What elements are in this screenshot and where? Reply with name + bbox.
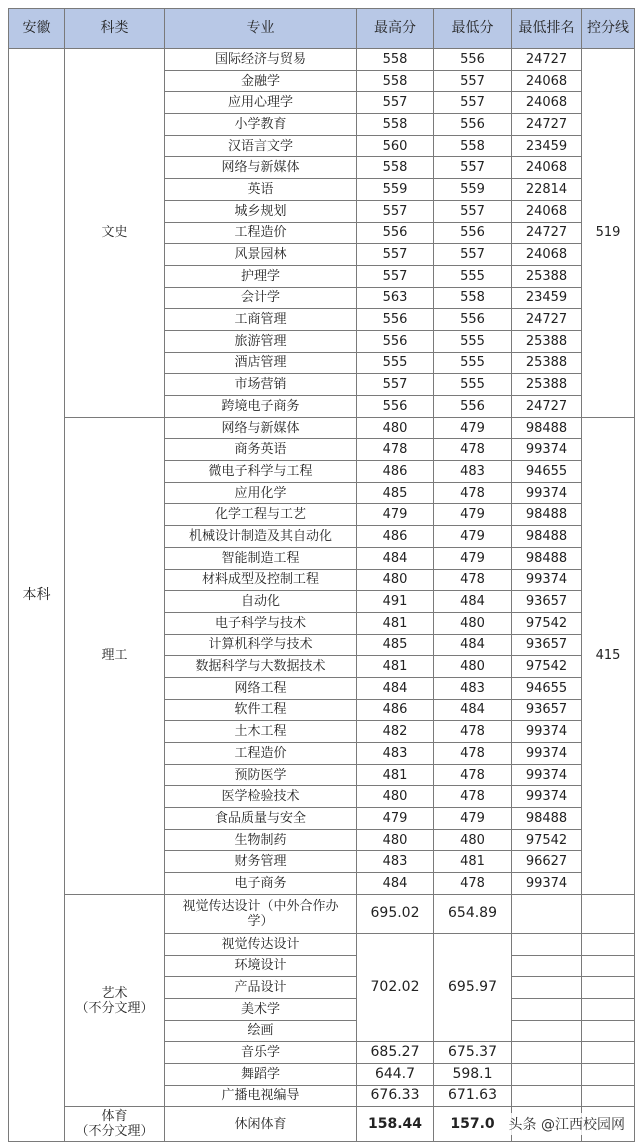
max-score-cell: 481 bbox=[357, 612, 434, 634]
header-province: 安徽 bbox=[9, 9, 65, 49]
max-score-cell: 556 bbox=[357, 330, 434, 352]
min-rank-cell bbox=[512, 977, 582, 999]
major-cell: 视觉传达设计（中外合作办学） bbox=[165, 894, 357, 933]
max-score-cell: 479 bbox=[357, 808, 434, 830]
major-cell: 医学检验技术 bbox=[165, 786, 357, 808]
min-score-cell: 478 bbox=[434, 721, 512, 743]
header-category: 科类 bbox=[65, 9, 165, 49]
header-control-line: 控分线 bbox=[582, 9, 635, 49]
major-cell: 财务管理 bbox=[165, 851, 357, 873]
min-rank-cell: 23459 bbox=[512, 135, 582, 157]
major-cell: 金融学 bbox=[165, 70, 357, 92]
min-score-cell: 557 bbox=[434, 200, 512, 222]
major-cell: 产品设计 bbox=[165, 977, 357, 999]
min-rank-cell: 24068 bbox=[512, 70, 582, 92]
max-score-cell: 484 bbox=[357, 677, 434, 699]
min-rank-cell: 99374 bbox=[512, 569, 582, 591]
min-score-cell: 478 bbox=[434, 764, 512, 786]
major-cell: 数据科学与大数据技术 bbox=[165, 656, 357, 678]
min-rank-cell bbox=[512, 998, 582, 1020]
max-score-cell: 491 bbox=[357, 591, 434, 613]
major-cell: 工程造价 bbox=[165, 222, 357, 244]
major-cell: 美术学 bbox=[165, 998, 357, 1020]
max-score-cell: 557 bbox=[357, 374, 434, 396]
major-cell: 国际经济与贸易 bbox=[165, 49, 357, 71]
header-max-score: 最高分 bbox=[357, 9, 434, 49]
table-row bbox=[9, 417, 635, 439]
min-score-cell: 557 bbox=[434, 92, 512, 114]
min-score-cell: 478 bbox=[434, 569, 512, 591]
max-score-cell: 557 bbox=[357, 265, 434, 287]
min-rank-cell: 24727 bbox=[512, 49, 582, 71]
max-score-cell: 676.33 bbox=[357, 1085, 434, 1107]
min-rank-cell: 98488 bbox=[512, 504, 582, 526]
major-cell: 英语 bbox=[165, 179, 357, 201]
max-score-cell: 480 bbox=[357, 569, 434, 591]
min-score-cell: 479 bbox=[434, 417, 512, 439]
control-line-cell bbox=[582, 955, 635, 977]
min-rank-cell: 24068 bbox=[512, 244, 582, 266]
major-cell: 材料成型及控制工程 bbox=[165, 569, 357, 591]
min-score-cell: 157.0 bbox=[434, 1107, 512, 1142]
min-rank-cell: 93657 bbox=[512, 699, 582, 721]
max-score-cell: 478 bbox=[357, 439, 434, 461]
max-score-cell: 558 bbox=[357, 49, 434, 71]
max-score-cell: 558 bbox=[357, 157, 434, 179]
min-rank-cell: 98488 bbox=[512, 808, 582, 830]
min-rank-cell: 99374 bbox=[512, 873, 582, 895]
min-score-cell: 559 bbox=[434, 179, 512, 201]
max-score-cell: 695.02 bbox=[357, 894, 434, 933]
min-rank-cell: 98488 bbox=[512, 417, 582, 439]
min-rank-cell: 99374 bbox=[512, 721, 582, 743]
category-sport-line2: （不分文理） bbox=[75, 1124, 154, 1140]
max-score-cell: 486 bbox=[357, 699, 434, 721]
category-art bbox=[65, 894, 165, 1107]
max-score-cell: 556 bbox=[357, 309, 434, 331]
min-score-cell: 484 bbox=[434, 591, 512, 613]
min-score-cell: 481 bbox=[434, 851, 512, 873]
min-score-cell: 479 bbox=[434, 504, 512, 526]
major-cell: 预防医学 bbox=[165, 764, 357, 786]
min-score-cell: 480 bbox=[434, 612, 512, 634]
min-score-cell: 479 bbox=[434, 526, 512, 548]
min-score-cell: 483 bbox=[434, 677, 512, 699]
category-art-line2: （不分文理） bbox=[75, 1000, 154, 1016]
min-rank-cell: 22814 bbox=[512, 179, 582, 201]
min-rank-cell: 24068 bbox=[512, 92, 582, 114]
min-score-cell: 484 bbox=[434, 634, 512, 656]
major-cell: 计算机科学与技术 bbox=[165, 634, 357, 656]
header-row bbox=[9, 9, 635, 49]
major-cell: 工程造价 bbox=[165, 743, 357, 765]
category-ligong: 理工 bbox=[65, 417, 165, 894]
max-score-cell: 556 bbox=[357, 396, 434, 418]
major-cell: 旅游管理 bbox=[165, 330, 357, 352]
min-rank-cell: 96627 bbox=[512, 851, 582, 873]
major-cell: 市场营销 bbox=[165, 374, 357, 396]
min-score-cell: 479 bbox=[434, 808, 512, 830]
min-rank-cell: 23459 bbox=[512, 287, 582, 309]
min-rank-cell: 25388 bbox=[512, 374, 582, 396]
major-cell: 电子科学与技术 bbox=[165, 612, 357, 634]
category-art-line1: 艺术 bbox=[101, 985, 128, 1001]
max-score-cell: 483 bbox=[357, 851, 434, 873]
min-score-cell: 478 bbox=[434, 743, 512, 765]
min-rank-cell: 99374 bbox=[512, 786, 582, 808]
min-rank-cell: 24727 bbox=[512, 222, 582, 244]
major-cell: 工商管理 bbox=[165, 309, 357, 331]
major-cell: 广播电视编导 bbox=[165, 1085, 357, 1107]
min-score-cell: 557 bbox=[434, 157, 512, 179]
min-rank-cell bbox=[512, 894, 582, 933]
max-score-cell: 481 bbox=[357, 656, 434, 678]
major-cell: 会计学 bbox=[165, 287, 357, 309]
min-score-group: 695.97 bbox=[434, 933, 512, 1041]
major-cell: 风景园林 bbox=[165, 244, 357, 266]
major-cell: 舞蹈学 bbox=[165, 1063, 357, 1085]
max-score-cell: 483 bbox=[357, 743, 434, 765]
max-score-cell: 558 bbox=[357, 114, 434, 136]
category-sport bbox=[65, 1107, 165, 1142]
min-rank-cell: 99374 bbox=[512, 482, 582, 504]
major-cell: 护理学 bbox=[165, 265, 357, 287]
admission-score-table bbox=[8, 8, 635, 1142]
min-score-cell: 556 bbox=[434, 309, 512, 331]
min-score-cell: 654.89 bbox=[434, 894, 512, 933]
min-score-cell: 480 bbox=[434, 656, 512, 678]
major-cell: 网络与新媒体 bbox=[165, 417, 357, 439]
min-score-cell: 555 bbox=[434, 330, 512, 352]
max-score-cell: 479 bbox=[357, 504, 434, 526]
min-rank-cell: 99374 bbox=[512, 439, 582, 461]
watermark: 头条 @江西校园网 bbox=[506, 1113, 628, 1135]
max-score-cell: 558 bbox=[357, 70, 434, 92]
major-cell: 休闲体育 bbox=[165, 1107, 357, 1142]
min-rank-cell: 97542 bbox=[512, 656, 582, 678]
min-rank-cell bbox=[512, 1085, 582, 1107]
min-score-cell: 480 bbox=[434, 829, 512, 851]
min-rank-cell: 25388 bbox=[512, 330, 582, 352]
control-line-ligong: 415 bbox=[582, 417, 635, 894]
major-cell: 生物制药 bbox=[165, 829, 357, 851]
min-rank-cell: 99374 bbox=[512, 743, 582, 765]
max-score-cell: 560 bbox=[357, 135, 434, 157]
min-score-cell: 478 bbox=[434, 873, 512, 895]
major-cell: 电子商务 bbox=[165, 873, 357, 895]
min-rank-cell bbox=[512, 933, 582, 955]
major-cell: 酒店管理 bbox=[165, 352, 357, 374]
header-min-rank: 最低排名 bbox=[512, 9, 582, 49]
min-rank-cell bbox=[512, 1020, 582, 1042]
min-rank-cell: 24068 bbox=[512, 200, 582, 222]
min-score-cell: 558 bbox=[434, 287, 512, 309]
control-line-cell bbox=[582, 933, 635, 955]
major-cell: 网络与新媒体 bbox=[165, 157, 357, 179]
max-score-cell: 158.44 bbox=[357, 1107, 434, 1142]
max-score-cell: 559 bbox=[357, 179, 434, 201]
min-score-cell: 558 bbox=[434, 135, 512, 157]
min-rank-cell bbox=[512, 1063, 582, 1085]
min-score-cell: 556 bbox=[434, 49, 512, 71]
max-score-cell: 555 bbox=[357, 352, 434, 374]
min-rank-cell: 97542 bbox=[512, 829, 582, 851]
max-score-cell: 563 bbox=[357, 287, 434, 309]
major-cell: 食品质量与安全 bbox=[165, 808, 357, 830]
min-score-cell: 598.1 bbox=[434, 1063, 512, 1085]
major-cell: 化学工程与工艺 bbox=[165, 504, 357, 526]
control-line-cell bbox=[582, 1020, 635, 1042]
control-line-cell bbox=[582, 1063, 635, 1085]
header-min-score: 最低分 bbox=[434, 9, 512, 49]
major-cell: 微电子科学与工程 bbox=[165, 461, 357, 483]
max-score-cell: 644.7 bbox=[357, 1063, 434, 1085]
min-score-cell: 557 bbox=[434, 244, 512, 266]
min-score-cell: 478 bbox=[434, 482, 512, 504]
min-score-cell: 555 bbox=[434, 265, 512, 287]
major-cell: 智能制造工程 bbox=[165, 547, 357, 569]
control-line-cell bbox=[582, 1042, 635, 1064]
min-rank-cell: 98488 bbox=[512, 547, 582, 569]
major-cell: 视觉传达设计 bbox=[165, 933, 357, 955]
max-score-cell: 485 bbox=[357, 634, 434, 656]
max-score-cell: 685.27 bbox=[357, 1042, 434, 1064]
major-cell: 自动化 bbox=[165, 591, 357, 613]
min-rank-cell: 24068 bbox=[512, 157, 582, 179]
min-rank-cell: 24727 bbox=[512, 309, 582, 331]
category-wenshi: 文史 bbox=[65, 49, 165, 418]
min-score-cell: 479 bbox=[434, 547, 512, 569]
min-score-cell: 483 bbox=[434, 461, 512, 483]
major-cell: 汉语言文学 bbox=[165, 135, 357, 157]
min-rank-cell: 25388 bbox=[512, 265, 582, 287]
min-score-cell: 675.37 bbox=[434, 1042, 512, 1064]
max-score-cell: 486 bbox=[357, 461, 434, 483]
major-cell: 土木工程 bbox=[165, 721, 357, 743]
min-rank-cell: 24727 bbox=[512, 114, 582, 136]
major-cell: 应用化学 bbox=[165, 482, 357, 504]
control-line-cell bbox=[582, 894, 635, 933]
max-score-cell: 482 bbox=[357, 721, 434, 743]
control-line-cell bbox=[582, 998, 635, 1020]
table-row bbox=[9, 49, 635, 71]
max-score-group: 702.02 bbox=[357, 933, 434, 1041]
min-rank-cell: 24727 bbox=[512, 396, 582, 418]
min-rank-cell: 94655 bbox=[512, 677, 582, 699]
min-rank-cell: 97542 bbox=[512, 612, 582, 634]
major-cell: 环境设计 bbox=[165, 955, 357, 977]
min-score-cell: 555 bbox=[434, 352, 512, 374]
max-score-cell: 485 bbox=[357, 482, 434, 504]
min-score-cell: 484 bbox=[434, 699, 512, 721]
category-sport-line1: 体育 bbox=[101, 1109, 128, 1125]
max-score-cell: 556 bbox=[357, 222, 434, 244]
min-score-cell: 478 bbox=[434, 786, 512, 808]
major-cell: 商务英语 bbox=[165, 439, 357, 461]
max-score-cell: 484 bbox=[357, 873, 434, 895]
min-score-cell: 478 bbox=[434, 439, 512, 461]
major-cell: 机械设计制造及其自动化 bbox=[165, 526, 357, 548]
max-score-cell: 480 bbox=[357, 786, 434, 808]
max-score-cell: 557 bbox=[357, 200, 434, 222]
min-score-cell: 556 bbox=[434, 114, 512, 136]
table-row bbox=[9, 894, 635, 933]
max-score-cell: 557 bbox=[357, 244, 434, 266]
max-score-cell: 486 bbox=[357, 526, 434, 548]
min-rank-cell: 94655 bbox=[512, 461, 582, 483]
min-rank-cell: 93657 bbox=[512, 591, 582, 613]
major-cell: 网络工程 bbox=[165, 677, 357, 699]
major-cell: 绘画 bbox=[165, 1020, 357, 1042]
control-line-wenshi: 519 bbox=[582, 49, 635, 418]
min-score-cell: 556 bbox=[434, 222, 512, 244]
min-score-cell: 555 bbox=[434, 374, 512, 396]
control-line-cell bbox=[582, 977, 635, 999]
min-score-cell: 557 bbox=[434, 70, 512, 92]
min-rank-cell bbox=[512, 1042, 582, 1064]
control-line-cell bbox=[582, 1085, 635, 1107]
major-cell: 音乐学 bbox=[165, 1042, 357, 1064]
level-cell: 本科 bbox=[9, 49, 65, 1142]
major-cell: 应用心理学 bbox=[165, 92, 357, 114]
header-major: 专业 bbox=[165, 9, 357, 49]
min-rank-cell: 93657 bbox=[512, 634, 582, 656]
max-score-cell: 480 bbox=[357, 417, 434, 439]
max-score-cell: 481 bbox=[357, 764, 434, 786]
major-cell: 城乡规划 bbox=[165, 200, 357, 222]
major-cell: 小学教育 bbox=[165, 114, 357, 136]
min-score-cell: 671.63 bbox=[434, 1085, 512, 1107]
major-cell: 跨境电子商务 bbox=[165, 396, 357, 418]
min-score-cell: 556 bbox=[434, 396, 512, 418]
min-rank-cell: 98488 bbox=[512, 526, 582, 548]
max-score-cell: 557 bbox=[357, 92, 434, 114]
major-cell: 软件工程 bbox=[165, 699, 357, 721]
min-rank-cell: 99374 bbox=[512, 764, 582, 786]
min-rank-cell bbox=[512, 955, 582, 977]
min-rank-cell: 25388 bbox=[512, 352, 582, 374]
max-score-cell: 484 bbox=[357, 547, 434, 569]
max-score-cell: 480 bbox=[357, 829, 434, 851]
